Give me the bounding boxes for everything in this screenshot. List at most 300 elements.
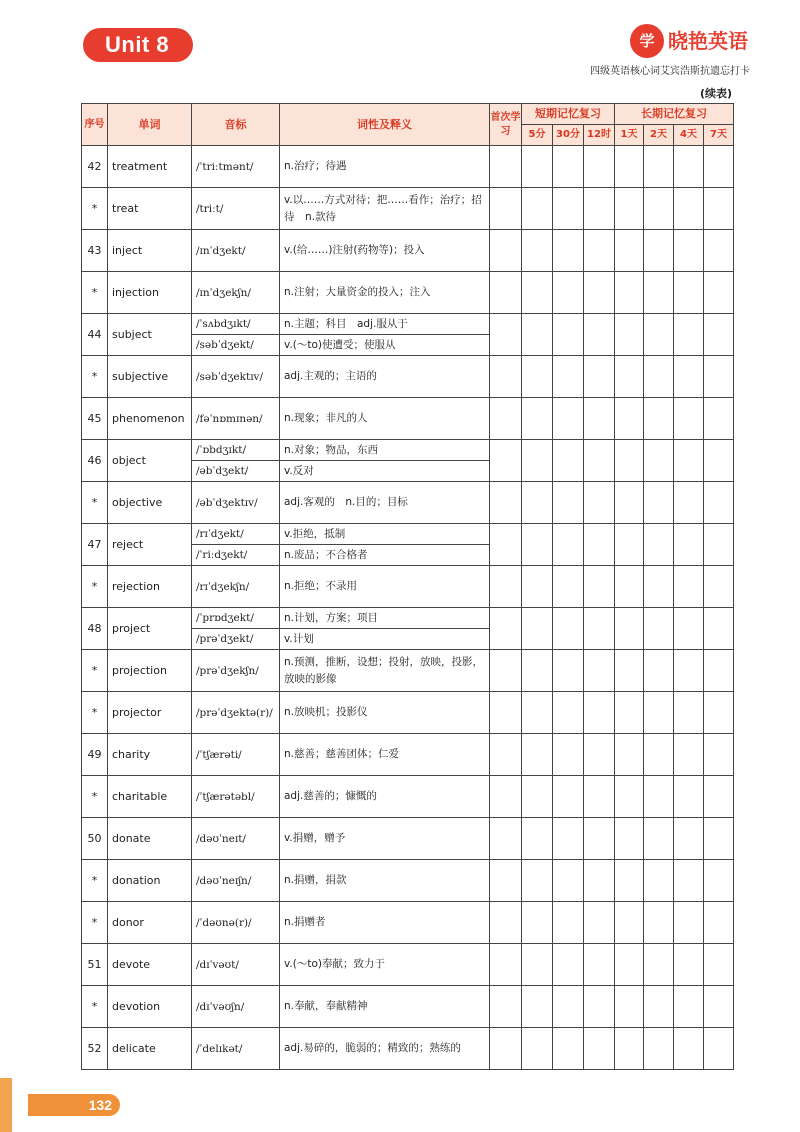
page-number: 132	[28, 1094, 120, 1116]
first-study-checkbox[interactable]	[490, 524, 522, 566]
first-study-checkbox[interactable]	[490, 566, 522, 608]
review-checkbox[interactable]	[644, 776, 674, 818]
first-study-checkbox[interactable]	[490, 944, 522, 986]
phonetic-cell: /ˈdelɪkət/	[192, 1028, 280, 1070]
review-checkbox[interactable]	[522, 272, 553, 314]
row-index: 51	[82, 944, 108, 986]
review-checkbox[interactable]	[615, 608, 644, 650]
review-checkbox[interactable]	[615, 692, 644, 734]
definition-cell: v.(～to)使遭受；使服从	[280, 335, 490, 356]
row-index: *	[82, 566, 108, 608]
header-word: 单词	[108, 104, 192, 146]
review-checkbox[interactable]	[522, 818, 553, 860]
review-checkbox[interactable]	[615, 188, 644, 230]
review-checkbox[interactable]	[615, 356, 644, 398]
phonetic-cell: /ˈɒbdʒɪkt/	[192, 440, 280, 461]
phonetic-cell: /prəˈdʒekʃn/	[192, 650, 280, 692]
review-checkbox[interactable]	[584, 524, 615, 566]
review-checkbox[interactable]	[615, 566, 644, 608]
review-checkbox[interactable]	[584, 650, 615, 692]
review-checkbox[interactable]	[674, 650, 704, 692]
review-checkbox[interactable]	[615, 860, 644, 902]
review-checkbox[interactable]	[522, 902, 553, 944]
word-cell: inject	[108, 230, 192, 272]
header-phonetic: 音标	[192, 104, 280, 146]
header-long-term: 长期记忆复习	[615, 104, 734, 125]
review-checkbox[interactable]	[553, 986, 584, 1028]
review-checkbox[interactable]	[584, 818, 615, 860]
definition-cell: n.慈善；慈善团体；仁爱	[280, 734, 490, 776]
row-index: 42	[82, 146, 108, 188]
row-index: *	[82, 860, 108, 902]
review-checkbox[interactable]	[584, 146, 615, 188]
definition-cell: n.拒绝；不录用	[280, 566, 490, 608]
header-interval: 12时	[584, 125, 615, 146]
definition-cell: v.(～to)奉献；致力于	[280, 944, 490, 986]
phonetic-cell: /ɪnˈdʒekʃn/	[192, 272, 280, 314]
row-index: 50	[82, 818, 108, 860]
review-checkbox[interactable]	[674, 146, 704, 188]
review-checkbox[interactable]	[584, 398, 615, 440]
table-row	[82, 860, 734, 902]
definition-cell: n.放映机；投影仪	[280, 692, 490, 734]
row-index: *	[82, 188, 108, 230]
word-cell: reject	[108, 524, 192, 566]
review-checkbox[interactable]	[553, 692, 584, 734]
word-cell: donate	[108, 818, 192, 860]
table-row	[82, 902, 734, 944]
review-checkbox[interactable]	[522, 1028, 553, 1070]
first-study-checkbox[interactable]	[490, 860, 522, 902]
review-checkbox[interactable]	[584, 230, 615, 272]
row-index: 48	[82, 608, 108, 650]
review-checkbox[interactable]	[615, 230, 644, 272]
word-cell: rejection	[108, 566, 192, 608]
word-cell: donation	[108, 860, 192, 902]
review-checkbox[interactable]	[553, 188, 584, 230]
review-checkbox[interactable]	[704, 398, 734, 440]
review-checkbox[interactable]	[644, 692, 674, 734]
phonetic-cell: /ˈdəʊnə(r)/	[192, 902, 280, 944]
first-study-checkbox[interactable]	[490, 482, 522, 524]
table-row	[82, 1028, 734, 1070]
review-checkbox[interactable]	[584, 776, 615, 818]
phonetic-cell: /ˈtriːtmənt/	[192, 146, 280, 188]
phonetic-cell: /ˈprɒdʒekt/	[192, 608, 280, 629]
phonetic-cell: /prəˈdʒektə(r)/	[192, 692, 280, 734]
review-checkbox[interactable]	[615, 944, 644, 986]
table-row	[82, 482, 734, 524]
table-row	[82, 566, 734, 608]
first-study-checkbox[interactable]	[490, 1028, 522, 1070]
review-checkbox[interactable]	[553, 356, 584, 398]
header-interval: 4天	[674, 125, 704, 146]
review-checkbox[interactable]	[674, 902, 704, 944]
brand-logo-icon: 学	[630, 24, 664, 58]
header-interval: 5分	[522, 125, 553, 146]
definition-cell: n.计划，方案；项目	[280, 608, 490, 629]
table-row	[82, 734, 734, 776]
first-study-checkbox[interactable]	[490, 902, 522, 944]
review-checkbox[interactable]	[584, 902, 615, 944]
review-checkbox[interactable]	[553, 524, 584, 566]
review-checkbox[interactable]	[615, 650, 644, 692]
review-checkbox[interactable]	[644, 356, 674, 398]
table-row	[82, 188, 734, 230]
review-checkbox[interactable]	[615, 398, 644, 440]
header-interval: 1天	[615, 125, 644, 146]
review-checkbox[interactable]	[615, 776, 644, 818]
table-row	[82, 398, 734, 440]
review-checkbox[interactable]	[704, 860, 734, 902]
first-study-checkbox[interactable]	[490, 440, 522, 482]
review-checkbox[interactable]	[704, 734, 734, 776]
review-checkbox[interactable]	[615, 314, 644, 356]
review-checkbox[interactable]	[704, 230, 734, 272]
first-study-checkbox[interactable]	[490, 146, 522, 188]
row-index: 45	[82, 398, 108, 440]
review-checkbox[interactable]	[674, 944, 704, 986]
phonetic-cell: /triːt/	[192, 188, 280, 230]
review-checkbox[interactable]	[522, 986, 553, 1028]
review-checkbox[interactable]	[553, 146, 584, 188]
review-checkbox[interactable]	[704, 818, 734, 860]
review-checkbox[interactable]	[584, 1028, 615, 1070]
definition-cell: n.注射；大量资金的投入；注入	[280, 272, 490, 314]
review-checkbox[interactable]	[704, 566, 734, 608]
first-study-checkbox[interactable]	[490, 398, 522, 440]
review-checkbox[interactable]	[674, 356, 704, 398]
review-checkbox[interactable]	[644, 230, 674, 272]
review-checkbox[interactable]	[553, 314, 584, 356]
review-checkbox[interactable]	[704, 524, 734, 566]
word-cell: charitable	[108, 776, 192, 818]
review-checkbox[interactable]	[644, 944, 674, 986]
review-checkbox[interactable]	[584, 692, 615, 734]
review-checkbox[interactable]	[704, 776, 734, 818]
review-checkbox[interactable]	[553, 776, 584, 818]
review-checkbox[interactable]	[553, 944, 584, 986]
review-checkbox[interactable]	[615, 818, 644, 860]
review-checkbox[interactable]	[584, 944, 615, 986]
phonetic-cell: /prəˈdʒekt/	[192, 629, 280, 650]
row-index: 52	[82, 1028, 108, 1070]
review-checkbox[interactable]	[704, 188, 734, 230]
header-interval: 2天	[644, 125, 674, 146]
row-index: *	[82, 650, 108, 692]
review-checkbox[interactable]	[674, 440, 704, 482]
review-checkbox[interactable]	[704, 944, 734, 986]
review-checkbox[interactable]	[584, 356, 615, 398]
row-index: *	[82, 356, 108, 398]
review-checkbox[interactable]	[522, 944, 553, 986]
review-checkbox[interactable]	[553, 440, 584, 482]
continued-label: (续表)	[699, 87, 732, 100]
word-cell: subjective	[108, 356, 192, 398]
review-checkbox[interactable]	[522, 188, 553, 230]
review-checkbox[interactable]	[644, 1028, 674, 1070]
review-checkbox[interactable]	[522, 356, 553, 398]
row-index: 46	[82, 440, 108, 482]
review-checkbox[interactable]	[553, 734, 584, 776]
review-checkbox[interactable]	[704, 440, 734, 482]
vocabulary-table	[81, 103, 734, 1070]
review-checkbox[interactable]	[584, 734, 615, 776]
review-checkbox[interactable]	[522, 860, 553, 902]
word-cell: objective	[108, 482, 192, 524]
definition-cell: n.废品；不合格者	[280, 545, 490, 566]
word-cell: injection	[108, 272, 192, 314]
phonetic-cell: /ɪnˈdʒekt/	[192, 230, 280, 272]
phonetic-cell: /rɪˈdʒekt/	[192, 524, 280, 545]
review-checkbox[interactable]	[553, 566, 584, 608]
header-short-term: 短期记忆复习	[522, 104, 615, 125]
review-checkbox[interactable]	[522, 230, 553, 272]
review-checkbox[interactable]	[674, 776, 704, 818]
review-checkbox[interactable]	[615, 146, 644, 188]
table-row	[82, 944, 734, 986]
review-checkbox[interactable]	[644, 398, 674, 440]
review-checkbox[interactable]	[674, 1028, 704, 1070]
first-study-checkbox[interactable]	[490, 692, 522, 734]
review-checkbox[interactable]	[644, 440, 674, 482]
review-checkbox[interactable]	[674, 272, 704, 314]
review-checkbox[interactable]	[704, 356, 734, 398]
word-cell: projector	[108, 692, 192, 734]
review-checkbox[interactable]	[674, 230, 704, 272]
definition-cell: n.治疗；待遇	[280, 146, 490, 188]
phonetic-cell: /dɪˈvəʊʃn/	[192, 986, 280, 1028]
definition-cell: v.计划	[280, 629, 490, 650]
review-checkbox[interactable]	[553, 230, 584, 272]
table-row	[82, 146, 734, 188]
review-checkbox[interactable]	[553, 272, 584, 314]
table-row	[82, 650, 734, 692]
review-checkbox[interactable]	[704, 692, 734, 734]
review-checkbox[interactable]	[553, 902, 584, 944]
definition-cell: n.捐赠，捐款	[280, 860, 490, 902]
phonetic-cell: /rɪˈdʒekʃn/	[192, 566, 280, 608]
definition-cell: adj.慈善的；慷慨的	[280, 776, 490, 818]
review-checkbox[interactable]	[522, 314, 553, 356]
review-checkbox[interactable]	[644, 272, 674, 314]
row-index: 43	[82, 230, 108, 272]
first-study-checkbox[interactable]	[490, 608, 522, 650]
review-checkbox[interactable]	[522, 650, 553, 692]
review-checkbox[interactable]	[644, 818, 674, 860]
table-row	[82, 692, 734, 734]
first-study-checkbox[interactable]	[490, 986, 522, 1028]
review-checkbox[interactable]	[553, 860, 584, 902]
review-checkbox[interactable]	[704, 608, 734, 650]
phonetic-cell: /ˈtʃærətəbl/	[192, 776, 280, 818]
row-index: *	[82, 272, 108, 314]
definition-cell: adj.易碎的，脆弱的；精致的；熟练的	[280, 1028, 490, 1070]
review-checkbox[interactable]	[584, 314, 615, 356]
phonetic-cell: /dəʊˈneɪt/	[192, 818, 280, 860]
review-checkbox[interactable]	[584, 482, 615, 524]
word-cell: treat	[108, 188, 192, 230]
word-cell: subject	[108, 314, 192, 356]
word-cell: donor	[108, 902, 192, 944]
review-checkbox[interactable]	[522, 398, 553, 440]
phonetic-cell: /səbˈdʒekt/	[192, 335, 280, 356]
header-definition: 词性及释义	[280, 104, 490, 146]
word-cell: devotion	[108, 986, 192, 1028]
row-index: 44	[82, 314, 108, 356]
review-checkbox[interactable]	[704, 482, 734, 524]
review-checkbox[interactable]	[615, 902, 644, 944]
review-checkbox[interactable]	[522, 776, 553, 818]
first-study-checkbox[interactable]	[490, 272, 522, 314]
review-checkbox[interactable]	[674, 734, 704, 776]
first-study-checkbox[interactable]	[490, 818, 522, 860]
row-index: *	[82, 692, 108, 734]
review-checkbox[interactable]	[704, 986, 734, 1028]
first-study-checkbox[interactable]	[490, 314, 522, 356]
review-checkbox[interactable]	[615, 734, 644, 776]
table-row	[82, 440, 734, 461]
definition-cell: n.预测，推断，设想；投射，放映，投影，放映的影像	[280, 650, 490, 692]
definition-cell: v.反对	[280, 461, 490, 482]
definition-cell: v.捐赠，赠予	[280, 818, 490, 860]
word-cell: treatment	[108, 146, 192, 188]
review-checkbox[interactable]	[644, 482, 674, 524]
review-checkbox[interactable]	[615, 986, 644, 1028]
review-checkbox[interactable]	[644, 566, 674, 608]
definition-cell: adj.客观的 n.目的；目标	[280, 482, 490, 524]
review-checkbox[interactable]	[584, 860, 615, 902]
review-checkbox[interactable]	[674, 692, 704, 734]
first-study-checkbox[interactable]	[490, 650, 522, 692]
review-checkbox[interactable]	[522, 566, 553, 608]
phonetic-cell: /səbˈdʒektɪv/	[192, 356, 280, 398]
review-checkbox[interactable]	[644, 314, 674, 356]
word-cell: delicate	[108, 1028, 192, 1070]
review-checkbox[interactable]	[615, 1028, 644, 1070]
review-checkbox[interactable]	[644, 902, 674, 944]
header-index: 序号	[82, 104, 108, 146]
review-checkbox[interactable]	[644, 734, 674, 776]
review-checkbox[interactable]	[553, 1028, 584, 1070]
definition-cell: n.奉献，奉献精神	[280, 986, 490, 1028]
review-checkbox[interactable]	[522, 440, 553, 482]
review-checkbox[interactable]	[522, 524, 553, 566]
review-checkbox[interactable]	[674, 608, 704, 650]
review-checkbox[interactable]	[615, 440, 644, 482]
review-checkbox[interactable]	[674, 188, 704, 230]
review-checkbox[interactable]	[704, 1028, 734, 1070]
phonetic-cell: /əbˈdʒektɪv/	[192, 482, 280, 524]
review-checkbox[interactable]	[644, 146, 674, 188]
word-cell: project	[108, 608, 192, 650]
review-checkbox[interactable]	[644, 986, 674, 1028]
table-row	[82, 272, 734, 314]
review-checkbox[interactable]	[553, 608, 584, 650]
review-checkbox[interactable]	[644, 188, 674, 230]
header-first-study: 首次学习	[490, 104, 522, 146]
review-checkbox[interactable]	[522, 692, 553, 734]
review-checkbox[interactable]	[522, 734, 553, 776]
word-cell: phenomenon	[108, 398, 192, 440]
review-checkbox[interactable]	[584, 566, 615, 608]
review-checkbox[interactable]	[553, 650, 584, 692]
word-cell: devote	[108, 944, 192, 986]
review-checkbox[interactable]	[644, 860, 674, 902]
phonetic-cell: /ˈtʃærəti/	[192, 734, 280, 776]
word-cell: object	[108, 440, 192, 482]
phonetic-cell: /fəˈnɒmɪnən/	[192, 398, 280, 440]
review-checkbox[interactable]	[674, 524, 704, 566]
definition-cell: v.拒绝，抵制	[280, 524, 490, 545]
review-checkbox[interactable]	[704, 272, 734, 314]
review-checkbox[interactable]	[674, 566, 704, 608]
page-edge-decoration	[0, 1078, 12, 1132]
review-checkbox[interactable]	[674, 482, 704, 524]
table-row	[82, 524, 734, 545]
review-checkbox[interactable]	[615, 272, 644, 314]
review-checkbox[interactable]	[522, 482, 553, 524]
review-checkbox[interactable]	[674, 860, 704, 902]
review-checkbox[interactable]	[584, 608, 615, 650]
row-index: 49	[82, 734, 108, 776]
header-interval: 30分	[553, 125, 584, 146]
definition-cell: n.捐赠者	[280, 902, 490, 944]
phonetic-cell: /dɪˈvəʊt/	[192, 944, 280, 986]
word-cell: charity	[108, 734, 192, 776]
review-checkbox[interactable]	[674, 398, 704, 440]
review-checkbox[interactable]	[553, 818, 584, 860]
first-study-checkbox[interactable]	[490, 230, 522, 272]
review-checkbox[interactable]	[674, 314, 704, 356]
review-checkbox[interactable]	[615, 524, 644, 566]
first-study-checkbox[interactable]	[490, 734, 522, 776]
review-checkbox[interactable]	[704, 314, 734, 356]
review-checkbox[interactable]	[704, 650, 734, 692]
review-checkbox[interactable]	[644, 524, 674, 566]
review-checkbox[interactable]	[704, 902, 734, 944]
review-checkbox[interactable]	[704, 146, 734, 188]
review-checkbox[interactable]	[674, 818, 704, 860]
word-cell: projection	[108, 650, 192, 692]
review-checkbox[interactable]	[644, 650, 674, 692]
first-study-checkbox[interactable]	[490, 776, 522, 818]
review-checkbox[interactable]	[644, 608, 674, 650]
review-checkbox[interactable]	[674, 986, 704, 1028]
table-row	[82, 986, 734, 1028]
review-checkbox[interactable]	[615, 482, 644, 524]
review-checkbox[interactable]	[553, 482, 584, 524]
row-index: *	[82, 776, 108, 818]
review-checkbox[interactable]	[522, 146, 553, 188]
table-row	[82, 314, 734, 335]
first-study-checkbox[interactable]	[490, 356, 522, 398]
review-checkbox[interactable]	[584, 272, 615, 314]
review-checkbox[interactable]	[584, 188, 615, 230]
review-checkbox[interactable]	[584, 986, 615, 1028]
review-checkbox[interactable]	[522, 608, 553, 650]
header-interval: 7天	[704, 125, 734, 146]
phonetic-cell: /dəʊˈneɪʃn/	[192, 860, 280, 902]
row-index: 47	[82, 524, 108, 566]
first-study-checkbox[interactable]	[490, 188, 522, 230]
review-checkbox[interactable]	[584, 440, 615, 482]
phonetic-cell: /ˈriːdʒekt/	[192, 545, 280, 566]
definition-cell: v.(给……)注射(药物等)；投入	[280, 230, 490, 272]
vocabulary-body	[82, 146, 734, 1070]
definition-cell: n.对象；物品，东西	[280, 440, 490, 461]
review-checkbox[interactable]	[553, 398, 584, 440]
